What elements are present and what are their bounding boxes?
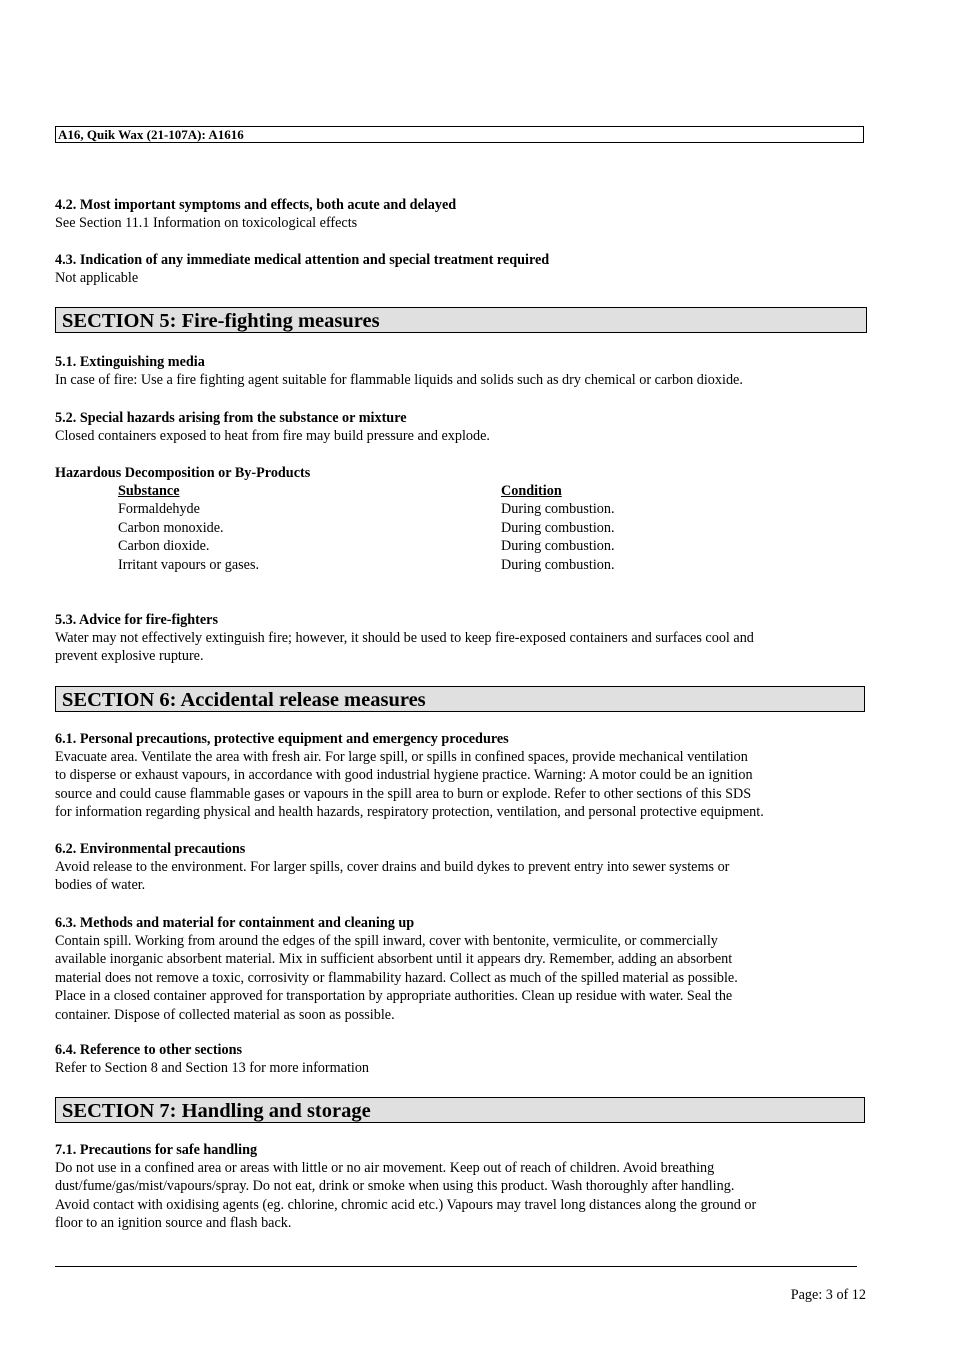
table-cell-substance: Formaldehyde bbox=[118, 501, 200, 517]
text-6-1 bbox=[55, 748, 865, 822]
column-header-substance: Substance bbox=[118, 483, 180, 499]
text-line: available inorganic absorbent material. Mix in sufficient absorbent until it appears dry. Remember, adding an absorbent bbox=[55, 951, 733, 968]
text-line: prevent explosive rupture. bbox=[55, 648, 204, 665]
heading-4-2: 4.2. Most important symptoms and effects, both acute and delayed bbox=[55, 197, 457, 213]
heading-6-3: 6.3. Methods and material for containment and cleaning up bbox=[55, 915, 415, 931]
footer-divider bbox=[55, 1266, 857, 1267]
text-line: material does not remove a toxic, corrosivity or flammability hazard. Collect as much of the spilled material as possible. bbox=[55, 969, 738, 986]
text-4-3: Not applicable bbox=[55, 270, 139, 286]
text-line: Contain spill. Working from around the edges of the spill inward, cover with bentonite, vermiculite, or commercially bbox=[55, 933, 718, 949]
heading-6-1: 6.1. Personal precautions, protective equipment and emergency procedures bbox=[55, 731, 509, 747]
text-4-2: See Section 11.1 Information on toxicological effects bbox=[55, 215, 358, 231]
table-cell-substance: Carbon dioxide. bbox=[118, 538, 210, 554]
text-line: Place in a closed container approved for transportation by appropriate authorities. Clean up residue with water. Seal the bbox=[55, 988, 733, 1005]
text-line: Water may not effectively extinguish fire; however, it should be used to keep fire-exposed containers and surfaces cool and bbox=[55, 630, 754, 646]
text-5-1: In case of fire: Use a fire fighting agent suitable for flammable liquids and solids such as dry chemical or carbon dioxide. bbox=[55, 372, 743, 388]
text-6-2 bbox=[55, 858, 865, 895]
text-line: Evacuate area. Ventilate the area with fresh air. For large spill, or spills in confined spaces, provide mechanical ventilation bbox=[55, 749, 748, 765]
text-line: dust/fume/gas/mist/vapours/spray. Do not eat, drink or smoke when using this product. Wash thoroughly after handling. bbox=[55, 1178, 735, 1195]
text-6-3 bbox=[55, 932, 865, 1024]
heading-5-3: 5.3. Advice for fire-fighters bbox=[55, 612, 218, 628]
heading-4-3: 4.3. Indication of any immediate medical attention and special treatment required bbox=[55, 252, 550, 268]
heading-5-1: 5.1. Extinguishing media bbox=[55, 354, 205, 370]
heading-6-4: 6.4. Reference to other sections bbox=[55, 1042, 243, 1058]
text-line: floor to an ignition source and flash back. bbox=[55, 1215, 292, 1232]
heading-7-1: 7.1. Precautions for safe handling bbox=[55, 1142, 258, 1158]
text-5-2: Closed containers exposed to heat from fire may build pressure and explode. bbox=[55, 428, 490, 444]
page-number: Page: 3 of 12 bbox=[790, 1287, 866, 1303]
table-cell-substance: Carbon monoxide. bbox=[118, 520, 224, 536]
section-6-title: SECTION 6: Accidental release measures bbox=[55, 686, 865, 712]
heading-6-2: 6.2. Environmental precautions bbox=[55, 841, 246, 857]
table-cell-substance: Irritant vapours or gases. bbox=[118, 557, 260, 573]
text-line: source and could cause flammable gases or vapours in the spill area to burn or explode. Refer to other sections of this SDS bbox=[55, 785, 752, 802]
text-line: Do not use in a confined area or areas with little or no air movement. Keep out of reach of children. Avoid breathing bbox=[55, 1160, 715, 1176]
text-line: container. Dispose of collected material as soon as possible. bbox=[55, 1006, 395, 1023]
table-cell-condition: During combustion. bbox=[501, 520, 615, 536]
text-line: bodies of water. bbox=[55, 877, 146, 894]
section-7-title: SECTION 7: Handling and storage bbox=[55, 1097, 865, 1123]
text-5-3 bbox=[55, 629, 865, 666]
text-line: to disperse or exhaust vapours, in accordance with good industrial hygiene practice. Warning: A motor could be an ignition bbox=[55, 767, 753, 784]
heading-decomposition: Hazardous Decomposition or By-Products bbox=[55, 465, 311, 481]
column-header-condition: Condition bbox=[501, 483, 562, 499]
table-cell-condition: During combustion. bbox=[501, 501, 615, 517]
text-line: Avoid contact with oxidising agents (eg. chlorine, chromic acid etc.) Vapours may travel long distances along the ground or bbox=[55, 1196, 757, 1213]
product-header: A16, Quik Wax (21-107A): A1616 bbox=[55, 126, 864, 143]
text-line: for information regarding physical and health hazards, respiratory protection, ventilation, and personal protective equipment. bbox=[55, 804, 764, 821]
table-cell-condition: During combustion. bbox=[501, 538, 615, 554]
table-cell-condition: During combustion. bbox=[501, 557, 615, 573]
text-7-1 bbox=[55, 1159, 865, 1233]
text-6-4: Refer to Section 8 and Section 13 for more information bbox=[55, 1060, 370, 1076]
heading-5-2: 5.2. Special hazards arising from the substance or mixture bbox=[55, 410, 407, 426]
text-line: Avoid release to the environment. For larger spills, cover drains and build dykes to prevent entry into sewer systems or bbox=[55, 859, 730, 875]
section-5-title: SECTION 5: Fire-fighting measures bbox=[55, 307, 867, 333]
